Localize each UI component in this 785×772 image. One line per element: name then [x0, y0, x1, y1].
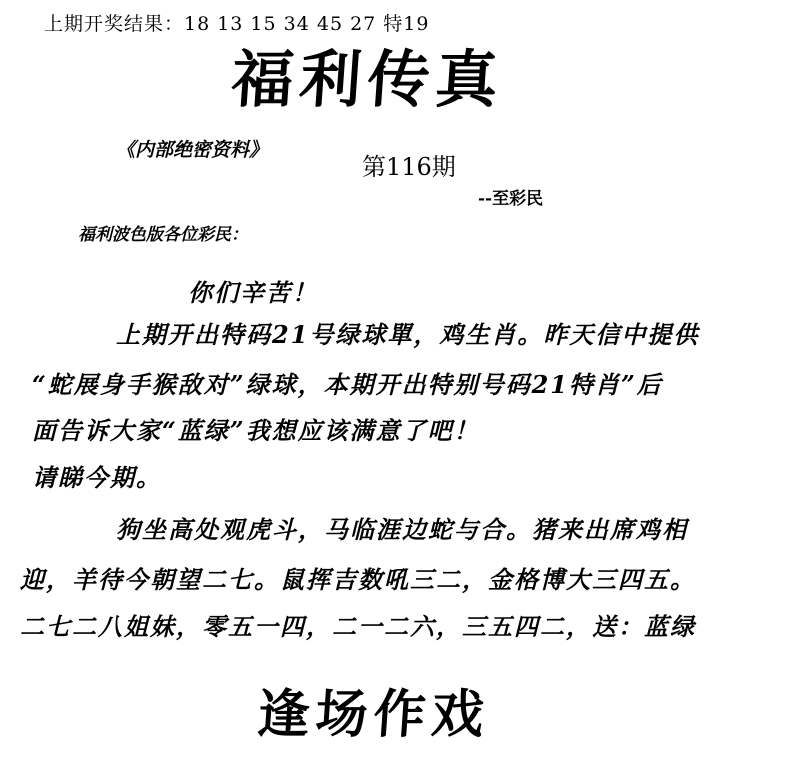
signature: --至彩民 — [478, 189, 544, 209]
page-title: 福利传真 — [229, 43, 507, 116]
body-line-4: 面告诉大家“蓝绿”我想应该满意了吧！ — [32, 416, 480, 445]
body-line-2: 上期开出特码21号绿球單，鸡生肖。昨天信中提供 — [116, 320, 700, 349]
body-line-3: “蛇展身手猴敌对”绿球，本期开出特别号码21特肖”后 — [32, 370, 663, 399]
body-line-8: 二七二八姐妹，零五一四，二一二六，三五四二，送：蓝绿 — [20, 612, 696, 641]
greeting: 福利波色版各位彩民： — [78, 225, 248, 245]
last-draw-result: 上期开奖结果：18 13 15 34 45 27 特19 — [44, 13, 430, 35]
subtitle: 《内部绝密资料》 — [116, 139, 269, 161]
body-line-6: 狗坐高处观虎斗，马临涯边蛇与合。猪来出席鸡相 — [116, 515, 688, 544]
body-line-5: 请睇今期。 — [32, 463, 162, 492]
body-line-1: 你们辛苦！ — [188, 278, 318, 307]
issue-number: 第116期 — [362, 153, 456, 181]
body-line-7: 迎，羊待今朝望二七。鼠挥吉数吼三二，金格博大三四五。 — [20, 565, 696, 594]
closing-title: 逢场作戏 — [255, 684, 492, 745]
